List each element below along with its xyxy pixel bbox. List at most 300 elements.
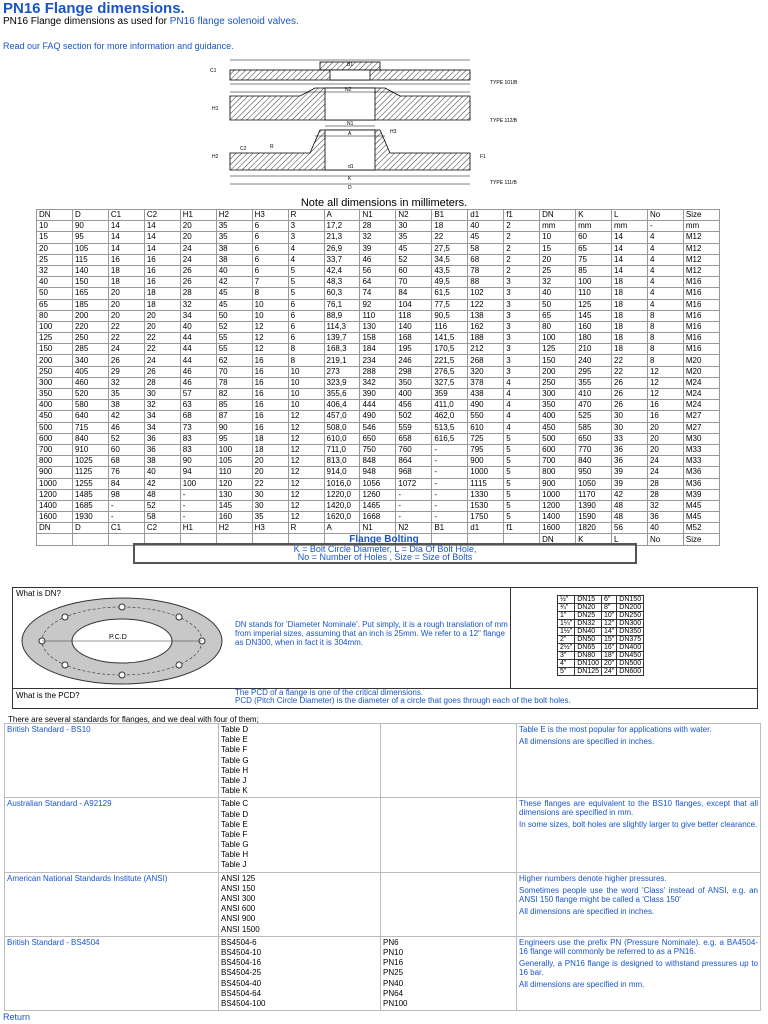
page-title: PN16 Flange dimensions.: [3, 0, 185, 17]
table-cell: 35: [396, 232, 432, 243]
table-cell: 12: [288, 478, 324, 489]
table-cell: 12: [288, 512, 324, 523]
table-cell: DN20: [575, 604, 602, 612]
table-cell: 4: [647, 265, 683, 276]
table-cell: 3: [288, 221, 324, 232]
table-cell: 295: [576, 366, 612, 377]
table-cell: 6: [288, 333, 324, 344]
table-cell: 33: [612, 433, 648, 444]
standard-table-item: Table C: [221, 799, 249, 809]
standard-name: British Standard - BS10: [5, 724, 219, 798]
table-cell: 118: [396, 310, 432, 321]
table-cell: 3: [504, 321, 540, 332]
bolting-line-2: No = Number of Holes , Size = Size of Bolts: [297, 552, 473, 562]
table-cell: 1530: [468, 500, 504, 511]
table-cell: -: [396, 489, 432, 500]
table-row: [558, 612, 644, 620]
table-cell: 83: [180, 444, 216, 455]
table-cell: 4: [504, 389, 540, 400]
table-cell: 12: [252, 321, 288, 332]
table-header-cell: H2: [216, 210, 252, 221]
table-cell: 32: [647, 500, 683, 511]
table-cell: 320: [468, 366, 504, 377]
table-cell: 406,4: [324, 400, 360, 411]
table-cell: 8": [602, 604, 617, 612]
diagram-label-h1: H1: [212, 106, 219, 112]
table-row: [558, 644, 644, 652]
table-cell: 840: [576, 456, 612, 467]
table-cell: 6: [288, 299, 324, 310]
table-cell: 4: [504, 400, 540, 411]
table-cell: 10": [602, 612, 617, 620]
standard-name: Australian Standard - A92129: [5, 798, 219, 872]
table-cell: 28: [144, 377, 180, 388]
table-cell: 32: [540, 277, 576, 288]
table-cell: 100: [576, 277, 612, 288]
table-header-cell: K: [576, 210, 612, 221]
table-cell: 22: [144, 333, 180, 344]
table-cell: 22: [432, 232, 468, 243]
pcd-line-1: The PCD of a flange is one of the critical dimensions.: [235, 688, 424, 697]
table-cell: -: [432, 512, 468, 523]
table-cell: -: [180, 500, 216, 511]
table-cell: 105: [72, 243, 108, 254]
table-cell: 1200: [37, 489, 73, 500]
table-cell: 456: [396, 400, 432, 411]
standard-table-item: BS4504-40: [221, 978, 262, 988]
table-cell: 16: [108, 254, 144, 265]
table-cell: 32: [37, 265, 73, 276]
table-row: [37, 377, 720, 388]
table-cell: 5: [504, 467, 540, 478]
table-cell: 125: [37, 333, 73, 344]
table-cell: 4: [647, 277, 683, 288]
table-cell: 40: [540, 288, 576, 299]
table-row: [37, 512, 720, 523]
table-header-cell: C2: [144, 210, 180, 221]
standard-row: [5, 724, 761, 798]
table-cell: 700: [540, 456, 576, 467]
table-cell: 610: [468, 422, 504, 433]
table-cell: 46: [180, 377, 216, 388]
table-cell: 1260: [360, 489, 396, 500]
table-cell: 82: [216, 389, 252, 400]
table-cell: 40: [468, 221, 504, 232]
table-cell: 1668: [360, 512, 396, 523]
table-cell: -: [432, 500, 468, 511]
table-cell: 14: [612, 232, 648, 243]
table-cell: 6: [252, 232, 288, 243]
table-cell: 700: [37, 444, 73, 455]
diagram-label-k: K: [348, 176, 352, 182]
table-cell: -: [180, 489, 216, 500]
table-row: [37, 333, 720, 344]
table-cell: 25: [540, 265, 576, 276]
table-cell: 8: [647, 310, 683, 321]
faq-link[interactable]: Read our FAQ section for more information and guidance.: [3, 41, 234, 51]
table-cell: 600: [540, 444, 576, 455]
table-cell: 30: [252, 500, 288, 511]
table-cell: 38: [144, 456, 180, 467]
standard-table-item: Table G: [221, 755, 249, 765]
table-cell: 63: [180, 400, 216, 411]
table-cell: 5: [288, 288, 324, 299]
table-cell: 400: [37, 400, 73, 411]
table-cell: 160: [216, 512, 252, 523]
table-cell: 1072: [396, 478, 432, 489]
standard-note: All dimensions are specified in mm.: [519, 979, 645, 989]
table-cell: M16: [683, 344, 719, 355]
table-cell: 16: [252, 389, 288, 400]
standard-note: Engineers use the prefix PN (Pressure Nominale). e.g. a BA4504-16 flange will commonly be referred to as a PN16.: [519, 937, 758, 956]
table-cell: 900: [468, 456, 504, 467]
diagram-label-f1: F1: [480, 154, 486, 160]
table-cell: 49,5: [432, 277, 468, 288]
table-cell: 39: [612, 467, 648, 478]
table-cell: M16: [683, 277, 719, 288]
table-cell: 900: [540, 478, 576, 489]
table-row: [558, 660, 644, 668]
diagram-label-d1: d1: [348, 164, 354, 170]
table-cell: 3: [504, 277, 540, 288]
standard-note: Table E is the most popular for applications with water.: [519, 725, 712, 734]
table-cell: 45: [216, 288, 252, 299]
standard-pn-item: PN16: [383, 958, 404, 968]
table-row: [37, 422, 720, 433]
table-cell: 35: [216, 221, 252, 232]
table-cell: DN200: [617, 604, 644, 612]
table-cell: 4": [558, 660, 575, 668]
table-cell: ½": [558, 596, 575, 604]
standard-note: All dimensions are specified in inches.: [519, 906, 655, 916]
diagram-label-type3: TYPE 111/B: [490, 180, 517, 186]
table-cell: 1": [558, 612, 575, 620]
table-cell: 150: [540, 355, 576, 366]
table-cell: H2: [216, 523, 252, 534]
table-cell: 184: [360, 344, 396, 355]
subtitle-text: PN16 Flange dimensions as used for: [3, 16, 167, 27]
table-cell: 62: [216, 355, 252, 366]
table-cell: 122: [468, 299, 504, 310]
table-cell: 3: [504, 288, 540, 299]
table-cell: 48: [612, 500, 648, 511]
table-cell: 42: [612, 489, 648, 500]
table-cell: 5": [558, 668, 575, 676]
table-cell: 20: [180, 232, 216, 243]
table-cell: 16: [647, 411, 683, 422]
standard-notes: [517, 724, 761, 798]
table-cell: 6: [252, 265, 288, 276]
table-cell: 94: [180, 467, 216, 478]
table-cell: 3: [504, 333, 540, 344]
table-cell: No: [647, 534, 683, 545]
table-cell: 90,5: [432, 310, 468, 321]
table-cell: 16: [144, 265, 180, 276]
table-cell: 800: [540, 467, 576, 478]
table-header-cell: R: [288, 210, 324, 221]
table-cell: DN65: [575, 644, 602, 652]
table-cell: DN40: [575, 628, 602, 636]
table-cell: 405: [72, 366, 108, 377]
table-cell: 68: [468, 254, 504, 265]
table-cell: 240: [576, 355, 612, 366]
table-cell: 234: [360, 355, 396, 366]
table-cell: 1000: [468, 467, 504, 478]
table-cell: 220: [72, 321, 108, 332]
table-cell: 36: [612, 456, 648, 467]
table-cell: 44: [180, 333, 216, 344]
table-cell: 16: [252, 355, 288, 366]
table-cell: 1400: [37, 500, 73, 511]
table-cell: M20: [683, 366, 719, 377]
table-cell: 864: [396, 456, 432, 467]
table-cell: f1: [504, 523, 540, 534]
table-cell: 1½": [558, 628, 575, 636]
table-cell: 450: [540, 422, 576, 433]
table-cell: 52: [396, 254, 432, 265]
standard-table-item: ANSI 125: [221, 873, 256, 883]
table-cell: 36: [612, 444, 648, 455]
table-cell: 140: [396, 321, 432, 332]
table-cell: 4: [647, 299, 683, 310]
table-cell: 18: [612, 333, 648, 344]
table-cell: 2": [558, 636, 575, 644]
table-cell: 38: [108, 400, 144, 411]
table-cell: 711,0: [324, 444, 360, 455]
table-cell: 100: [216, 444, 252, 455]
table-cell: 90: [72, 221, 108, 232]
table-cell: DN375: [617, 636, 644, 644]
table-cell: 6": [602, 596, 617, 604]
table-cell: 74: [360, 288, 396, 299]
standard-table-item: Table D: [221, 725, 249, 734]
standard-table-item: BS4504-25: [221, 968, 262, 978]
table-cell: 355,6: [324, 389, 360, 400]
standard-table-item: Table D: [221, 809, 249, 819]
table-cell: M33: [683, 456, 719, 467]
table-cell: M33: [683, 444, 719, 455]
standard-row: [5, 798, 761, 872]
table-cell: 610,0: [324, 433, 360, 444]
table-cell: 1465: [360, 500, 396, 511]
table-cell: 27,5: [432, 243, 468, 254]
table-cell: M12: [683, 254, 719, 265]
table-cell: 42: [216, 277, 252, 288]
standard-note: Generally, a PN16 flange is designed to withstand pressures up to 16 bar.: [519, 958, 758, 977]
table-row: [37, 456, 720, 467]
table-cell: 80: [540, 321, 576, 332]
table-cell: 10: [37, 221, 73, 232]
table-cell: -: [432, 456, 468, 467]
table-cell: 15: [540, 243, 576, 254]
table-cell: 10: [288, 389, 324, 400]
table-cell: 85: [216, 400, 252, 411]
table-cell: 22: [108, 321, 144, 332]
table-cell: 16: [252, 411, 288, 422]
standard-note: In some sizes, bolt holes are slightly larger to give better clearance.: [519, 820, 758, 830]
table-cell: 12: [288, 489, 324, 500]
table-cell: 138: [468, 310, 504, 321]
table-cell: 323,9: [324, 377, 360, 388]
table-cell: 273: [324, 366, 360, 377]
dimensions-table: [36, 209, 720, 546]
table-cell: 26: [144, 366, 180, 377]
table-cell: 22: [612, 366, 648, 377]
table-cell: 20: [180, 221, 216, 232]
table-cell: 188: [468, 333, 504, 344]
table-cell: 16: [252, 400, 288, 411]
table-row: [37, 344, 720, 355]
table-cell: 180: [576, 333, 612, 344]
standard-pn: [381, 872, 517, 936]
table-cell: 520: [72, 389, 108, 400]
diagram-label-r: R: [270, 144, 274, 150]
table-cell: 2: [504, 221, 540, 232]
standards-intro: There are several standards for flanges, and we deal with four of them;: [8, 715, 259, 724]
table-row: [37, 221, 720, 232]
diagram-label-n1: N1: [347, 121, 354, 127]
return-link[interactable]: Return: [3, 1012, 31, 1022]
table-cell: M27: [683, 411, 719, 422]
table-cell: DN600: [617, 668, 644, 676]
table-cell: 15: [37, 232, 73, 243]
standard-table-item: BS4504-64: [221, 988, 262, 998]
table-cell: 45: [216, 299, 252, 310]
table-cell: M52: [683, 523, 719, 534]
table-cell: 65: [576, 243, 612, 254]
table-cell: 48,3: [324, 277, 360, 288]
table-cell: 16: [144, 277, 180, 288]
table-cell: 400: [540, 411, 576, 422]
table-cell: M27: [683, 422, 719, 433]
table-cell: 42: [108, 411, 144, 422]
table-cell: K: [576, 534, 612, 545]
table-cell: 26: [612, 389, 648, 400]
table-cell: DN: [540, 534, 576, 545]
table-cell: 460: [72, 377, 108, 388]
table-cell: 359: [432, 389, 468, 400]
table-cell: 2: [504, 254, 540, 265]
table-cell: 546: [360, 422, 396, 433]
table-cell: 28: [180, 288, 216, 299]
table-cell: 28: [647, 478, 683, 489]
table-cell: 20": [602, 660, 617, 668]
table-cell: 14: [108, 221, 144, 232]
table-cell: 40: [216, 265, 252, 276]
table-header-cell: H3: [252, 210, 288, 221]
table-cell: 210: [576, 344, 612, 355]
table-cell: 18: [612, 299, 648, 310]
table-row: [37, 400, 720, 411]
table-header-cell: N2: [396, 210, 432, 221]
table-cell: 250: [540, 377, 576, 388]
table-cell: 500: [540, 433, 576, 444]
table-cell: 50: [216, 310, 252, 321]
standard-note: Higher numbers denote higher pressures.: [519, 873, 667, 883]
table-cell: 8: [288, 355, 324, 366]
table-cell: 5: [504, 512, 540, 523]
table-cell: 5: [504, 433, 540, 444]
table-cell: 14: [612, 243, 648, 254]
table-cell: 18: [108, 277, 144, 288]
table-cell: 60,3: [324, 288, 360, 299]
table-cell: 1000: [540, 489, 576, 500]
table-cell: 18: [612, 288, 648, 299]
table-cell: 8: [288, 344, 324, 355]
standard-table-item: BS4504-10: [221, 947, 262, 957]
diagram-label-h3: H3: [390, 129, 397, 135]
table-cell: M39: [683, 489, 719, 500]
table-cell: 18: [432, 221, 468, 232]
table-cell: 38: [216, 243, 252, 254]
table-cell: -: [396, 512, 432, 523]
table-cell: 39: [360, 243, 396, 254]
table-header-cell: No: [647, 210, 683, 221]
table-cell: 30: [144, 389, 180, 400]
table-cell: 2: [504, 265, 540, 276]
standard-table-item: Table J: [221, 775, 247, 785]
standard-table-item: ANSI 300: [221, 894, 256, 903]
table-cell: 52: [216, 321, 252, 332]
table-cell: 4: [647, 243, 683, 254]
table-cell: 22: [144, 344, 180, 355]
dn-info-box: [12, 587, 758, 709]
table-cell: DN50: [575, 636, 602, 644]
table-cell: 76,1: [324, 299, 360, 310]
table-cell: M16: [683, 333, 719, 344]
table-cell: 168,3: [324, 344, 360, 355]
table-cell: 1025: [72, 456, 108, 467]
table-cell: 88: [468, 277, 504, 288]
table-cell: M24: [683, 400, 719, 411]
table-header-cell: d1: [468, 210, 504, 221]
table-cell: M16: [683, 321, 719, 332]
table-cell: 45: [468, 232, 504, 243]
table-cell: 34: [144, 411, 180, 422]
table-cell: 8: [647, 333, 683, 344]
table-cell: 4: [504, 377, 540, 388]
table-cell: DN350: [617, 628, 644, 636]
standard-pn: [381, 798, 517, 872]
table-cell: 20: [540, 254, 576, 265]
table-cell: 390: [360, 389, 396, 400]
table-cell: 18: [252, 444, 288, 455]
table-cell: 26: [108, 355, 144, 366]
standard-table-item: BS4504-6: [221, 937, 257, 947]
table-cell: 2: [504, 232, 540, 243]
table-cell: -: [180, 512, 216, 523]
table-cell: M12: [683, 232, 719, 243]
table-cell: 145: [576, 310, 612, 321]
table-cell: 268: [468, 355, 504, 366]
pcd-explanation: [235, 689, 745, 705]
table-cell: 32: [180, 299, 216, 310]
table-cell: 130: [360, 321, 396, 332]
table-cell: 100: [540, 333, 576, 344]
table-cell: 1¼": [558, 620, 575, 628]
table-cell: 355: [576, 377, 612, 388]
diagram-label-n2: N2: [345, 87, 352, 93]
table-cell: 58: [144, 512, 180, 523]
table-cell: 32: [360, 232, 396, 243]
table-cell: 658: [396, 433, 432, 444]
standard-row: [5, 872, 761, 936]
flange-bolting-title: Flange Bolting: [349, 534, 419, 545]
table-row: [558, 628, 644, 636]
table-cell: mm: [540, 221, 576, 232]
table-cell: 30: [396, 221, 432, 232]
solenoid-valves-link[interactable]: PN16 flange solenoid valves.: [169, 16, 299, 27]
